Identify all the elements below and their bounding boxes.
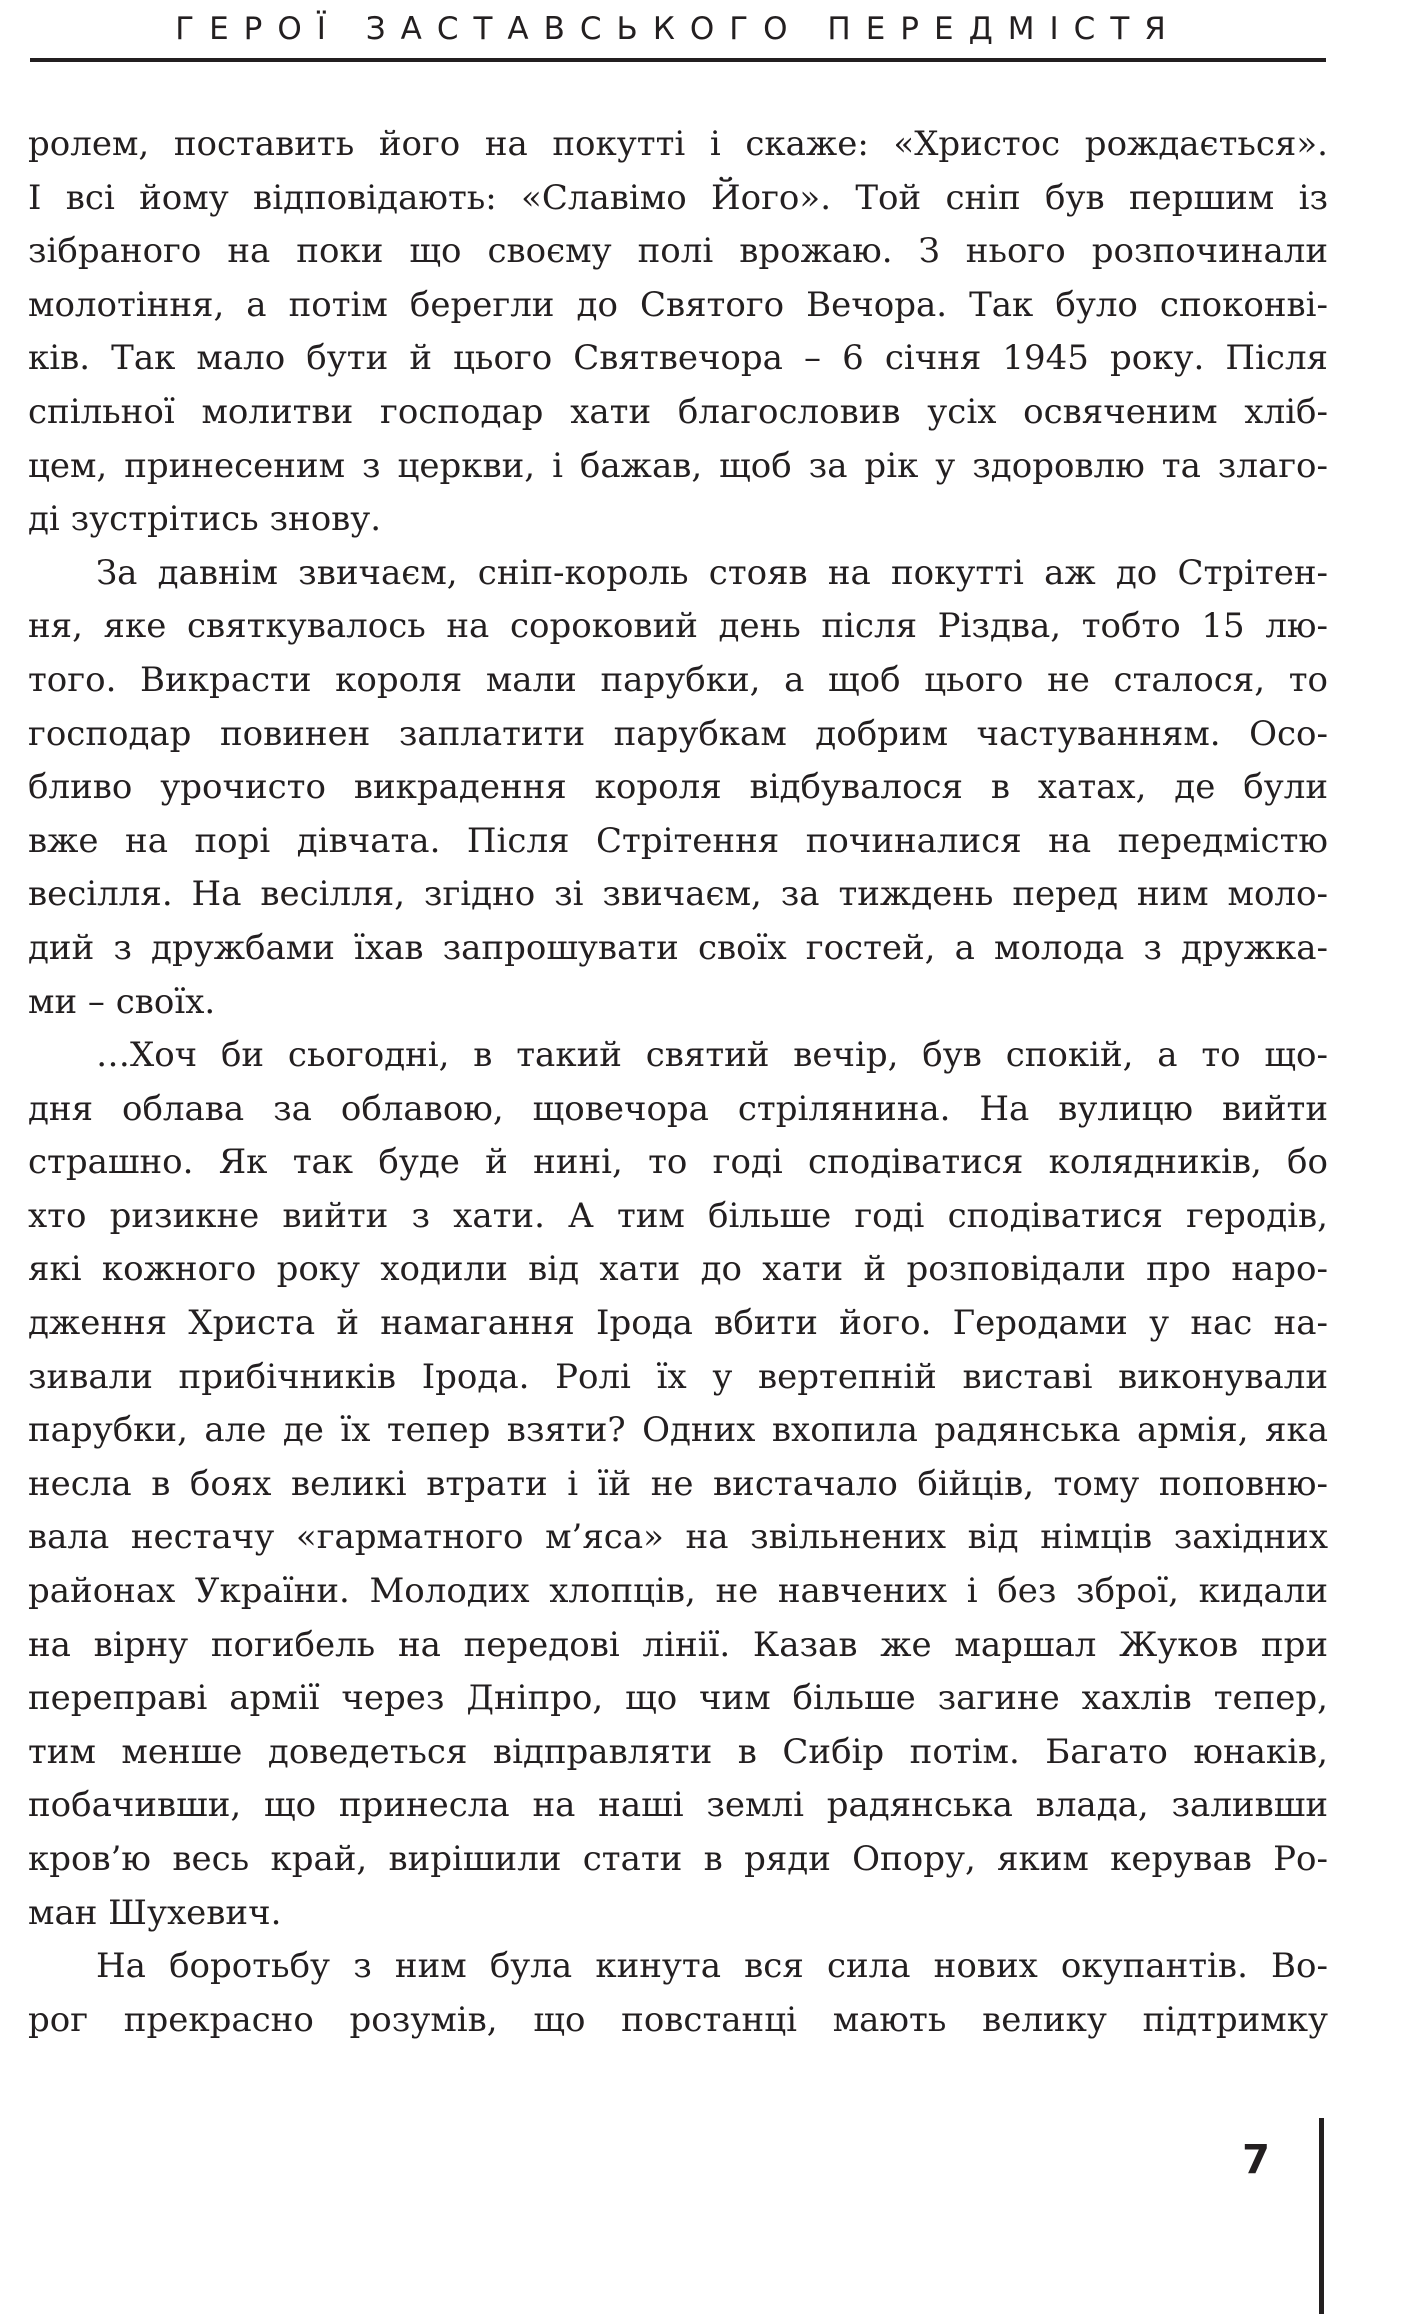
- text-line: які кожного року ходили від хати до хати й розповідали про наро-: [28, 1249, 1328, 1290]
- text-line: За давнім звичаєм, сніп-король стояв на покутті аж до Стрітен-: [96, 552, 1328, 593]
- text-line: страшно. Як так буде й нині, то годі сподіватися колядників, бо: [28, 1142, 1328, 1183]
- text-line: весілля. На весілля, згідно зі звичаєм, за тиждень перед ним моло-: [28, 874, 1328, 915]
- text-line: ман Шухевич.: [28, 1892, 282, 1933]
- side-rule: [1319, 2118, 1324, 2314]
- text-line: дня облава за облавою, щовечора стрілянина. На вулицю вийти: [28, 1088, 1328, 1129]
- text-line: зібраного на поки що своєму полі врожаю. З нього розпочинали: [28, 231, 1328, 272]
- text-line: бливо урочисто викрадення короля відбувалося в хатах, де були: [28, 767, 1328, 808]
- text-line: того. Викрасти короля мали парубки, а щоб цього не сталося, то: [28, 659, 1328, 700]
- paragraph: [28, 1029, 1328, 1940]
- text-line: ролем, поставить його на покутті і скаже: «Христос рождається».: [28, 124, 1328, 164]
- text-line: дження Христа й намагання Ірода вбити його. Геродами у нас на-: [28, 1303, 1328, 1344]
- text-line: хто ризикне вийти з хати. А тим більше годі сподіватися геродів,: [28, 1195, 1328, 1236]
- text-line: ня, яке святкувалось на сороковий день після Різдва, тобто 15 лю-: [28, 606, 1328, 647]
- text-line: господар повинен заплатити парубкам добрим частуванням. Осо-: [28, 713, 1328, 754]
- text-line: ді зустрітись знову.: [28, 499, 382, 540]
- text-line: …Хоч би сьогодні, в такий святий вечір, був спокій, а то що-: [96, 1035, 1328, 1076]
- text-line: вже на порі дівчата. Після Стрітення починалися на передмістю: [28, 820, 1328, 861]
- text-line: ків. Так мало бути й цього Святвечора – 6 січня 1945 року. Після: [28, 338, 1328, 379]
- text-line: ми – своїх.: [28, 981, 216, 1022]
- paragraph: [28, 547, 1328, 1029]
- page-number: 7: [1242, 2137, 1270, 2183]
- text-line: вала нестачу «гарматного м’яса» на звільнених від німців західних: [28, 1517, 1328, 1558]
- text-line: тим менше доведеться відправляти в Сибір потім. Багато юнаків,: [28, 1731, 1328, 1772]
- text-line: районах України. Молодих хлопців, не навчених і без зброї, кидали: [28, 1571, 1328, 1612]
- text-line: переправі армії через Дніпро, що чим більше загине хахлів тепер,: [28, 1678, 1328, 1719]
- paragraph: [28, 118, 1328, 547]
- text-line: І всі йому відповідають: «Славімо Його». Той сніп був першим із: [28, 177, 1328, 218]
- text-line: зивали прибічників Ірода. Ролі їх у вертепній виставі виконували: [28, 1356, 1328, 1397]
- text-line: на вірну погибель на передові лінії. Казав же маршал Жуков при: [28, 1624, 1328, 1665]
- paragraph: [28, 1940, 1328, 2047]
- text-line: кров’ю весь край, вирішили стати в ряди Опору, яким керував Ро-: [28, 1839, 1328, 1879]
- running-header: ГЕРОЇ ЗАСТАВСЬКОГО ПЕРЕДМІСТЯ: [175, 11, 1181, 47]
- text-line: побачивши, що принесла на наші землі радянська влада, заливши: [28, 1785, 1328, 1826]
- text-line: дий з дружбами їхав запрошувати своїх гостей, а молода з дружка-: [28, 927, 1328, 968]
- text-line: спільної молитви господар хати благословив усіх освяченим хліб-: [28, 391, 1328, 432]
- text-line: молотіння, а потім берегли до Святого Вечора. Так було споконві-: [28, 284, 1328, 325]
- text-line: несла в боях великі втрати і їй не вистачало бійців, тому поповню-: [28, 1463, 1328, 1504]
- text-line: парубки, але де їх тепер взяти? Одних вхопила радянська армія, яка: [28, 1410, 1328, 1451]
- text-line: рог прекрасно розумів, що повстанці мають велику підтримку: [28, 1999, 1328, 2040]
- header-rule: [30, 58, 1326, 62]
- body-text: [28, 118, 1328, 2047]
- text-line: цем, принесеним з церкви, і бажав, щоб за рік у здоровлю та злаго-: [28, 445, 1328, 486]
- text-line: На боротьбу з ним була кинута вся сила нових окупантів. Во-: [96, 1946, 1328, 1987]
